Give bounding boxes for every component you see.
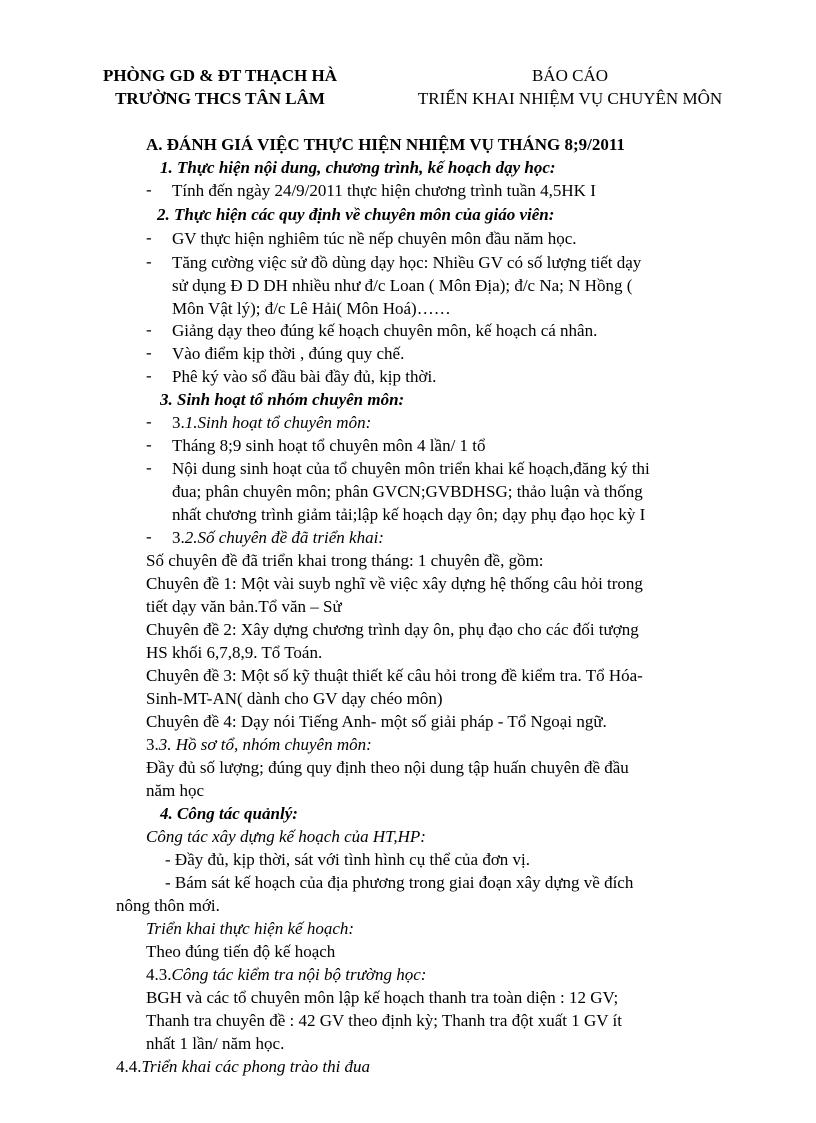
sub-3-3-text: 3. Hồ sơ tổ, nhóm chuyên môn: bbox=[158, 735, 372, 754]
item3-bullet2-line3: nhất chương trình giảm tải;lập kế hoạch dạy ôn; dạy phụ đạo học kỳ I bbox=[172, 505, 646, 524]
bullet-dash: - bbox=[146, 343, 152, 362]
item2-bullet5: Phê ký vào sổ đầu bài đầy đủ, kịp thời. bbox=[172, 367, 437, 386]
sub-4-3-heading bbox=[146, 964, 426, 986]
topic1-line2: tiết dạy văn bản.Tổ văn – Sử bbox=[146, 597, 342, 616]
department-name: PHÒNG GD & ĐT THẠCH HÀ bbox=[102, 66, 338, 85]
topic1-line1: Chuyên đề 1: Một vài suyb nghĩ về việc xây dựng hệ thống câu hỏi trong bbox=[146, 574, 643, 593]
bullet-dash: - bbox=[146, 228, 152, 247]
implementation-heading: Triển khai thực hiện kế hoạch: bbox=[146, 919, 355, 938]
sub-3-3-line1: Đầy đủ số lượng; đúng quy định theo nội dung tập huấn chuyên đề đầu bbox=[146, 758, 629, 777]
item1-heading: 1. Thực hiện nội dung, chương trình, kế hoạch dạy học: bbox=[160, 158, 556, 177]
item2-bullet2-line2: sử dụng Đ D DH nhiều như đ/c Loan ( Môn Địa); đ/c Na; N Hồng ( bbox=[172, 276, 633, 295]
item2-bullet3: Giảng dạy theo đúng kế hoạch chuyên môn, kế hoạch cá nhân. bbox=[172, 321, 598, 340]
sub-3-3-line2: năm học bbox=[146, 781, 205, 800]
bullet-dash: - bbox=[146, 252, 152, 271]
sub-3-2-text: 2.Số chuyên đề đã triển khai: bbox=[184, 528, 384, 547]
item2-bullet2-line3: Môn Vật lý); đ/c Lê Hải( Môn Hoá)…… bbox=[172, 299, 451, 318]
plan-bullet2-line2: nông thôn mới. bbox=[116, 896, 220, 915]
bullet-dash: - bbox=[146, 366, 152, 385]
sub-3-2-number: 3. bbox=[172, 528, 185, 547]
bullet-dash: - bbox=[146, 180, 152, 199]
sub-3-2-heading bbox=[172, 527, 384, 549]
school-name: TRƯỜNG THCS TÂN LÂM bbox=[115, 89, 325, 108]
item2-heading: 2. Thực hiện các quy định về chuyên môn của giáo viên: bbox=[157, 205, 555, 224]
item2-bullet2-line1: Tăng cường việc sử đồ dùng dạy học: Nhiều GV có số lượng tiết dạy bbox=[172, 253, 642, 272]
sub-4-3-line2: Thanh tra chuyên đề : 42 GV theo định kỳ; Thanh tra đột xuất 1 GV ít bbox=[146, 1011, 622, 1030]
topic2-line1: Chuyên đề 2: Xây dựng chương trình dạy ôn, phụ đạo cho các đối tượng bbox=[146, 620, 639, 639]
item3-heading: 3. Sinh hoạt tổ nhóm chuyên môn: bbox=[160, 390, 405, 409]
sub-4-3-number: 4.3. bbox=[146, 965, 172, 984]
implementation-text: Theo đúng tiến độ kế hoạch bbox=[146, 942, 336, 961]
bullet-dash: - bbox=[146, 320, 152, 339]
plan-heading: Công tác xây dựng kế hoạch của HT,HP: bbox=[146, 827, 426, 846]
topic2-line2: HS khối 6,7,8,9. Tổ Toán. bbox=[146, 643, 323, 662]
plan-bullet1: - Đầy đủ, kịp thời, sát với tình hình cụ thể của đơn vị. bbox=[165, 850, 531, 869]
sub-4-3-text: Công tác kiểm tra nội bộ trường học: bbox=[171, 965, 427, 984]
topic3-line1: Chuyên đề 3: Một số kỹ thuật thiết kế câu hỏi trong đề kiểm tra. Tổ Hóa- bbox=[146, 666, 643, 685]
bullet-dash: - bbox=[146, 527, 152, 546]
bullet-dash: - bbox=[146, 458, 152, 477]
sub-3-3-number: 3. bbox=[146, 735, 159, 754]
item3-bullet2-line2: đua; phân chuyên môn; phân GVCN;GVBDHSG; thảo luận và thống bbox=[172, 482, 643, 501]
topics-summary: Số chuyên đề đã triển khai trong tháng: 1 chuyên đề, gồm: bbox=[146, 551, 544, 570]
sub-3-3-heading bbox=[146, 734, 372, 756]
school-header bbox=[70, 64, 370, 110]
item3-bullet1: Tháng 8;9 sinh hoạt tổ chuyên môn 4 lần/ 1 tổ bbox=[172, 436, 486, 455]
topic4: Chuyên đề 4: Dạy nói Tiếng Anh- một số giải pháp - Tổ Ngoại ngữ. bbox=[146, 712, 607, 731]
bullet-dash: - bbox=[146, 412, 152, 431]
sub-4-4-heading bbox=[116, 1056, 370, 1078]
report-type: BÁO CÁO bbox=[531, 66, 609, 85]
item4-heading: 4. Công tác quảnlý: bbox=[160, 804, 298, 823]
section-a-title: A. ĐÁNH GIÁ VIỆC THỰC HIỆN NHIỆM VỤ THÁNG 8;9/2011 bbox=[146, 135, 625, 154]
item1-bullet1: Tính đến ngày 24/9/2011 thực hiện chương trình tuần 4,5HK I bbox=[172, 181, 596, 200]
report-header bbox=[380, 64, 760, 110]
item2-bullet1: GV thực hiện nghiêm túc nề nếp chuyên môn đầu năm học. bbox=[172, 229, 577, 248]
plan-bullet2-line1: - Bám sát kế hoạch của địa phương trong giai đoạn xây dựng về đích bbox=[165, 873, 634, 892]
sub-3-1-text: 1.Sinh hoạt tổ chuyên môn: bbox=[184, 413, 372, 432]
item2-bullet4: Vào điểm kịp thời , đúng quy chế. bbox=[172, 344, 405, 363]
sub-4-3-line1: BGH và các tổ chuyên môn lập kế hoạch thanh tra toàn diện : 12 GV; bbox=[146, 988, 619, 1007]
sub-4-3-line3: nhất 1 lần/ năm học. bbox=[146, 1034, 285, 1053]
topic3-line2: Sinh-MT-AN( dành cho GV dạy chéo môn) bbox=[146, 689, 443, 708]
bullet-dash: - bbox=[146, 435, 152, 454]
report-title: TRIỂN KHAI NHIỆM VỤ CHUYÊN MÔN bbox=[417, 89, 723, 108]
sub-4-4-text: Triển khai các phong trào thi đua bbox=[141, 1057, 371, 1076]
sub-3-1-heading bbox=[172, 412, 371, 434]
sub-3-1-number: 3. bbox=[172, 413, 185, 432]
item3-bullet2-line1: Nội dung sinh hoạt của tổ chuyên môn triển khai kế hoạch,đăng ký thi bbox=[172, 459, 650, 478]
sub-4-4-number: 4.4. bbox=[116, 1057, 142, 1076]
